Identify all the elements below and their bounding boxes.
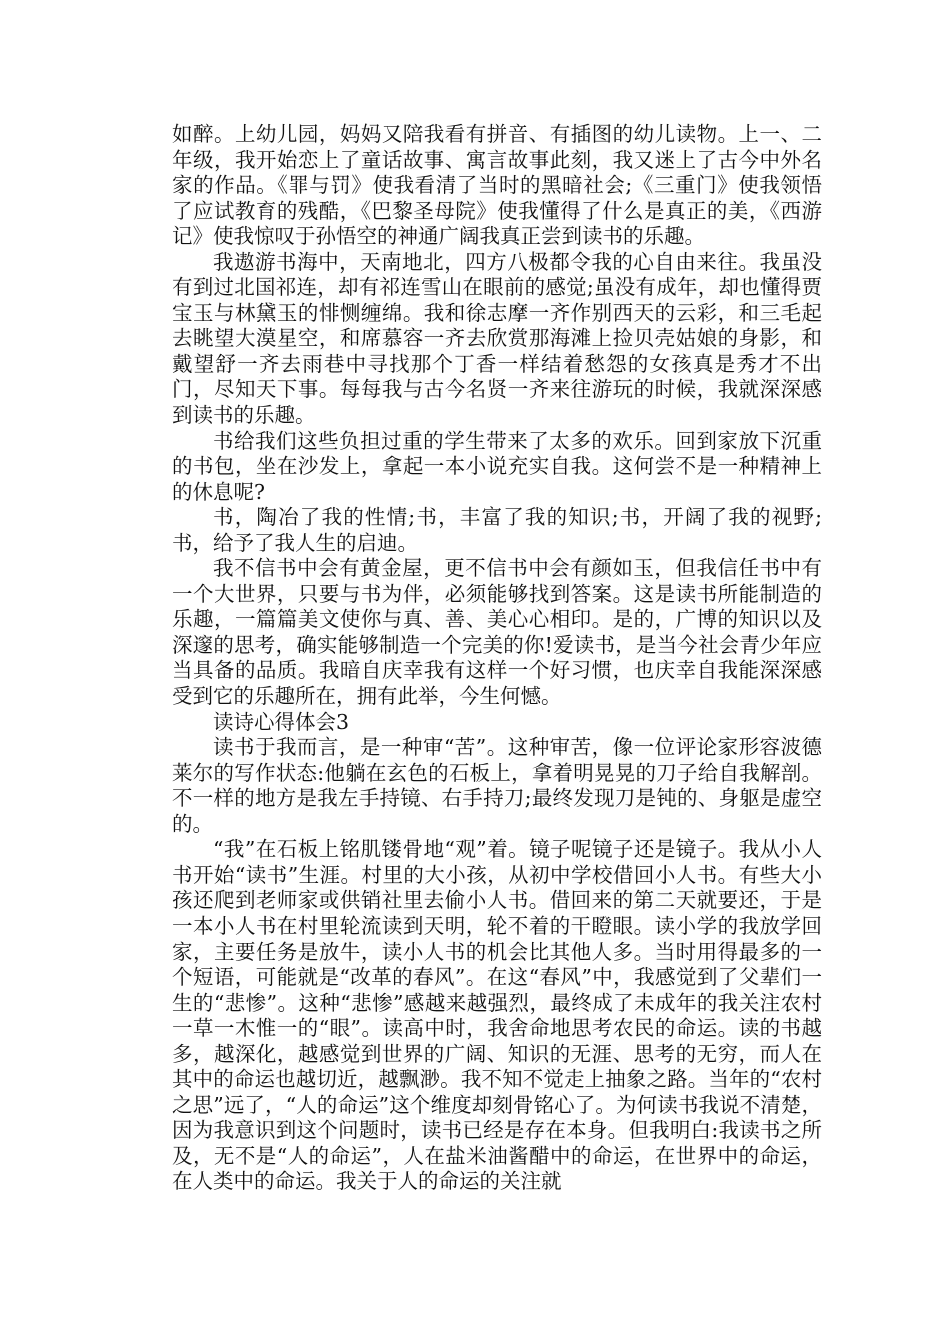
paragraph: “我”在石板上铭肌镂骨地“观”着。镜子呢镜子还是镜子。我从小人书开始“读书”生涯。村里的大小孩，从初中学校借回小人书。有些大小孩还爬到老师家或供销社里去偷小人书。借回来的第二天就要还，于是一本小人书在村里轮流读到天明，轮不着的干瞪眼。读小学的我放学回家，主要任务是放牛，读小人书的机会比其他人多。当时用得最多的一个短语，可能就是“改革的春风”。在这“春风”中，我感觉到了父辈们一生的“悲惨”。这种“悲惨”感越来越强烈，最终成了未成年的我关注农村一草一木惟一的“眼”。读高中时，我舍命地思考农民的命运。读的书越多，越深化，越感觉到世界的广阔、知识的无涯、思考的无穷，而人在其中的命运也越切近，越飘渺。我不知不觉走上抽象之路。当年的“农村之思”远了，“人的命运”这个维度却刻骨铭心了。为何读书我说不清楚，因为我意识到这个问题时，读书已经是存在本身。但我明白:我读书之所及，无不是“人的命运”，人在盐米油酱醋中的命运，在世界中的命运，在人类中的命运。我关于人的命运的关注就 (172, 837, 822, 1194)
paragraph: 我不信书中会有黄金屋，更不信书中会有颜如玉，但我信任书中有一个大世界，只要与书为伴，必须能够找到答案。这是读书所能制造的乐趣，一篇篇美文使你与真、善、美心心相印。是的，广博的知识以及深邃的思考，确实能够制造一个完美的你!爱读书，是当今社会青少年应当具备的品质。我暗自庆幸我有这样一个好习惯，也庆幸自我能深深感受到它的乐趣所在，拥有此举，今生何憾。 (172, 556, 822, 709)
paragraph-continuation: 如醉。上幼儿园，妈妈又陪我看有拼音、有插图的幼儿读物。上一、二年级，我开始恋上了童话故事、寓言故事此刻，我又迷上了古今中外名家的作品。《罪与罚》使我看清了当时的黑暗社会;《三重门》使我领悟了应试教育的残酷，《巴黎圣母院》使我懂得了什么是真正的美，《西游记》使我惊叹于孙悟空的神通广阔我真正尝到读书的乐趣。 (172, 122, 822, 249)
document-body (172, 122, 822, 1195)
section-heading: 读诗心得体会3 (213, 709, 350, 734)
paragraph: 读书于我而言，是一种审“苦”。这种审苦，像一位评论家形容波德莱尔的写作状态:他躺在玄色的石板上，拿着明晃晃的刀子给自我解剖。不一样的地方是我左手持镜、右手持刀;最终发现刀是钝的、身躯是虚空的。 (172, 735, 822, 836)
paragraph: 书给我们这些负担过重的学生带来了太多的欢乐。回到家放下沉重的书包，坐在沙发上，拿起一本小说充实自我。这何尝不是一种精神上的休息呢? (172, 428, 822, 504)
paragraph: 我遨游书海中，天南地北，四方八极都令我的心自由来往。我虽没有到过北国祁连，却有祁连雪山在眼前的感觉;虽没有成年，却也懂得贾宝玉与林黛玉的悱恻缠绵。我和徐志摩一齐作别西天的云彩，和三毛起去眺望大漠星空，和席慕容一齐去欣赏那海滩上捡贝壳姑娘的身影，和戴望舒一齐去雨巷中寻找那个丁香一样结着愁怨的女孩真是秀才不出门，尽知天下事。每每我与古今名贤一齐来往游玩的时候，我就深深感到读书的乐趣。 (172, 249, 822, 428)
paragraph: 书，陶冶了我的性情;书，丰富了我的知识;书，开阔了我的视野;书，给予了我人生的启迪。 (172, 505, 822, 555)
